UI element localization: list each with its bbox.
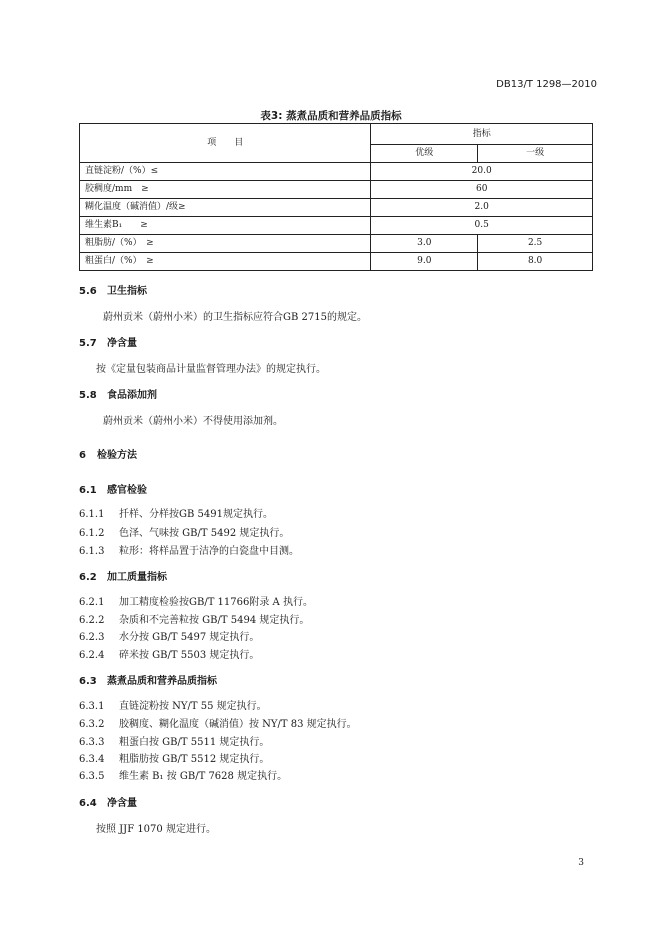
section-number: 6.1: [79, 485, 97, 496]
paragraph: 蔚州贡米（蔚州小米）的卫生指标应符合GB 2715的规定。: [103, 312, 367, 323]
row-label: 粗脂肪/（%） ≥: [80, 235, 371, 253]
paragraph: 蔚州贡米（蔚州小米）不得使用添加剂。: [103, 416, 283, 427]
section-heading-6-4: [79, 794, 137, 809]
item-number: 6.1.1: [79, 509, 105, 520]
item-text: 直链淀粉按 NY/T 55 规定执行。: [119, 701, 267, 712]
item-number: 6.3.2: [79, 719, 105, 730]
paragraph: 按照 JJF 1070 规定进行。: [96, 824, 216, 835]
item-number: 6.3.3: [79, 737, 105, 748]
list-item: [79, 697, 267, 712]
section-title: 卫生指标: [107, 286, 147, 297]
row-value-first: 8.0: [478, 253, 593, 271]
item-text: 加工精度检验按GB/T 11766附录 A 执行。: [119, 597, 313, 608]
section-heading-6-3: [79, 672, 217, 687]
section-number: 6.3: [79, 676, 97, 687]
item-number: 6.3.5: [79, 771, 105, 782]
row-value: 0.5: [371, 217, 593, 235]
list-item: [79, 628, 259, 643]
item-text: 色泽、气味按 GB/T 5492 规定执行。: [119, 528, 290, 539]
header-grade-first: 一级: [478, 145, 593, 163]
row-value: 2.0: [371, 199, 593, 217]
table-row: [80, 235, 593, 253]
section-number: 6.2: [79, 572, 97, 583]
item-text: 碎米按 GB/T 5503 规定执行。: [119, 650, 260, 661]
item-number: 6.3.1: [79, 701, 105, 712]
list-item: [79, 733, 269, 748]
section-number: 5.6: [79, 286, 97, 297]
item-text: 维生素 B₁ 按 GB/T 7628 规定执行。: [119, 771, 288, 782]
list-item: [79, 593, 313, 608]
section-heading-6-2: [79, 568, 167, 583]
table-row: [80, 217, 593, 235]
item-number: 6.2.4: [79, 650, 105, 661]
row-label: 糊化温度（碱消值）/级≥: [80, 199, 371, 217]
chapter-heading-6: [79, 446, 137, 461]
section-heading-5-6: [79, 282, 147, 297]
row-label: 直链淀粉/（%）≤: [80, 163, 371, 181]
table-row: [80, 181, 593, 199]
section-number: 6: [79, 450, 86, 461]
table-row: [80, 253, 593, 271]
item-number: 6.3.4: [79, 754, 105, 765]
section-number: 6.4: [79, 798, 97, 809]
item-number: 6.2.1: [79, 597, 105, 608]
quality-table: [79, 123, 593, 271]
list-item: [79, 542, 299, 557]
list-item: [79, 611, 309, 626]
section-title: 净含量: [107, 798, 137, 809]
row-value-premium: 9.0: [371, 253, 478, 271]
item-number: 6.1.2: [79, 528, 105, 539]
section-title: 感官检验: [107, 485, 147, 496]
row-label: 粗蛋白/（%） ≥: [80, 253, 371, 271]
list-item: [79, 646, 259, 661]
item-text: 粗脂肪按 GB/T 5512 规定执行。: [119, 754, 270, 765]
item-text: 粗蛋白按 GB/T 5511 规定执行。: [119, 737, 270, 748]
standard-number: DB13/T 1298—2010: [496, 79, 597, 90]
header-index: 指标: [371, 124, 593, 145]
row-label: 胶稠度/mm ≥: [80, 181, 371, 199]
item-number: 6.2.2: [79, 615, 105, 626]
item-text: 杂质和不完善粒按 GB/T 5494 规定执行。: [119, 615, 310, 626]
row-value: 60: [371, 181, 593, 199]
item-text: 粒形：将样品置于洁净的白瓷盘中目测。: [119, 546, 299, 557]
row-value: 20.0: [371, 163, 593, 181]
table-row: [80, 163, 593, 181]
item-text: 扦样、分样按GB 5491规定执行。: [119, 509, 273, 520]
row-label: 维生素B₁ ≥: [80, 217, 371, 235]
table-title: 表3: 蒸煮品质和营养品质指标: [260, 110, 402, 122]
section-title: 食品添加剂: [107, 390, 157, 401]
section-number: 5.8: [79, 390, 97, 401]
list-item: [79, 505, 273, 520]
section-title: 检验方法: [97, 450, 137, 461]
row-value-first: 2.5: [478, 235, 593, 253]
list-item: [79, 524, 289, 539]
table-header-row: [80, 124, 593, 145]
item-text: 胶稠度、糊化温度（碱消值）按 NY/T 83 规定执行。: [119, 719, 357, 730]
item-number: 6.1.3: [79, 546, 105, 557]
section-number: 5.7: [79, 338, 97, 349]
table-row: [80, 199, 593, 217]
section-title: 加工质量指标: [107, 572, 167, 583]
section-heading-6-1: [79, 481, 147, 496]
paragraph: 按《定量包装商品计量监督管理办法》的规定执行。: [96, 364, 326, 375]
item-text: 水分按 GB/T 5497 规定执行。: [119, 632, 260, 643]
section-heading-5-8: [79, 386, 157, 401]
list-item: [79, 750, 269, 765]
section-heading-5-7: [79, 334, 137, 349]
section-title: 蒸煮品质和营养品质指标: [107, 676, 217, 687]
row-value-premium: 3.0: [371, 235, 478, 253]
header-item: 项 目: [80, 124, 371, 163]
header-grade-premium: 优级: [371, 145, 478, 163]
item-number: 6.2.3: [79, 632, 105, 643]
list-item: [79, 767, 287, 782]
section-title: 净含量: [107, 338, 137, 349]
list-item: [79, 715, 357, 730]
page-number: 3: [578, 858, 584, 868]
